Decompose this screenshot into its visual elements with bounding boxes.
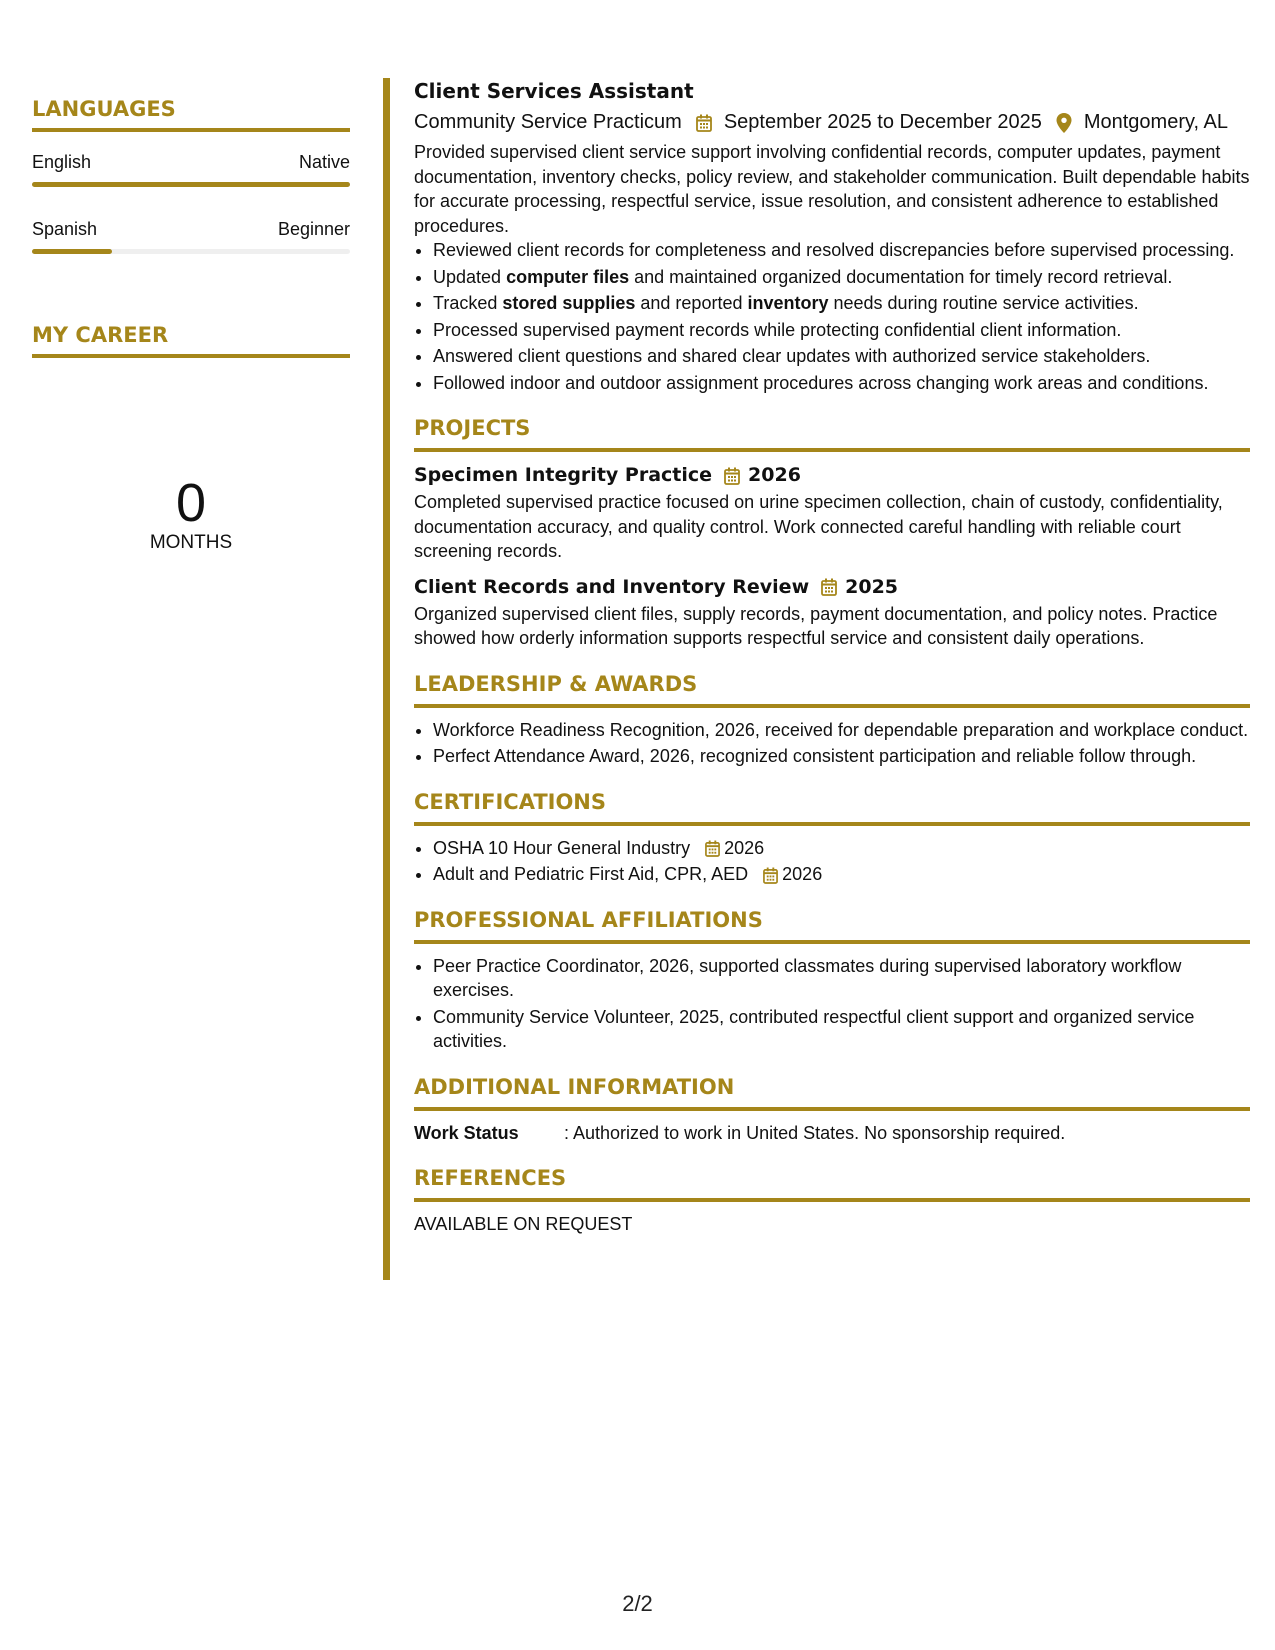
certifications-section <box>414 789 1250 887</box>
references-section <box>414 1165 1250 1236</box>
calendar-icon <box>821 574 837 600</box>
leadership-item: • Workforce Readiness Recognition, 2026, received for dependable preparation and workplace conduct. <box>433 718 1250 743</box>
language-name: Spanish <box>32 219 98 239</box>
references-rule <box>414 1198 1250 1202</box>
certification-name: Adult and Pediatric First Aid, CPR, AED <box>433 864 749 884</box>
project-description: Completed supervised practice focused on urine specimen collection, chain of custody, confidentiality, documentation accuracy, and quality control. Work connected careful handling with reliable court screening records. <box>414 492 1223 561</box>
work-status-label: Work Status <box>414 1122 519 1143</box>
job-meta <box>414 109 1250 135</box>
career-rule <box>32 354 350 358</box>
job-bullet-text: Followed indoor and outdoor assignment procedures across changing work areas and conditions. <box>433 372 1209 393</box>
affiliation-item: • Community Service Volunteer, 2025, contributed respectful client support and organized service activities. <box>433 1005 1250 1054</box>
job-bullet <box>433 291 1250 316</box>
additional-info-section <box>414 1074 1250 1145</box>
job-bullet <box>433 238 1250 263</box>
job-bullet-keyword: computer files <box>506 266 630 287</box>
references-text: AVAILABLE ON REQUEST <box>414 1213 633 1234</box>
job-bullet-text: Answered client questions and shared clear updates with authorized service stakeholders. <box>433 346 1151 366</box>
job-bullet-keyword: stored supplies <box>502 293 636 313</box>
certification-year: 2026 <box>724 837 765 858</box>
calendar-icon <box>763 862 778 887</box>
language-level: Beginner <box>277 219 350 239</box>
left-column <box>32 96 350 554</box>
leadership-rule <box>414 704 1250 708</box>
language-proficiency-bar <box>32 182 350 187</box>
project-name: Specimen Integrity Practice <box>414 464 713 486</box>
leadership-section <box>414 671 1250 769</box>
job-bullet <box>433 318 1250 343</box>
job-organization: Community Service Practicum <box>414 111 682 133</box>
location-pin-icon <box>1056 109 1072 135</box>
affiliations-rule <box>414 940 1250 944</box>
job-bullet-keyword: inventory <box>747 293 829 313</box>
affiliations-list <box>414 954 1250 1054</box>
projects-rule <box>414 448 1250 452</box>
career-counter <box>32 474 350 554</box>
experience-entry <box>414 78 1250 395</box>
job-bullet <box>433 344 1250 369</box>
job-bullets <box>414 238 1250 395</box>
certification-item <box>433 862 1250 887</box>
right-column <box>414 78 1250 1236</box>
job-bullet-text: and maintained organized documentation for timely record retrieval. <box>629 266 1173 287</box>
affiliation-item: • Peer Practice Coordinator, 2026, supported classmates during supervised laboratory workflow exercises. <box>433 954 1250 1003</box>
page-number: 2/2 <box>622 1591 653 1616</box>
job-dates: September 2025 to December 2025 <box>723 111 1042 133</box>
language-proficiency-bar <box>32 249 350 254</box>
project-item <box>414 462 1250 564</box>
leadership-item: • Perfect Attendance Award, 2026, recognized consistent participation and reliable follow through. <box>433 744 1250 769</box>
language-name: English <box>32 152 92 172</box>
career-heading: MY CAREER <box>32 323 169 347</box>
additional-info-rule <box>414 1107 1250 1111</box>
affiliations-heading: PROFESSIONAL AFFILIATIONS <box>414 907 763 932</box>
career-section <box>32 322 350 554</box>
certifications-list <box>414 836 1250 887</box>
work-status-row <box>414 1121 1250 1145</box>
project-name: Client Records and Inventory Review <box>414 575 810 598</box>
language-proficiency-fill <box>32 249 112 254</box>
career-months-value: 0 <box>175 473 207 533</box>
job-summary: Provided supervised client service support involving confidential records, computer updates, payment documentation, inventory checks, policy review, and stakeholder communication. Built dependable habits for accurate processing, respectful service, issue resolution, and consistent adherence to established procedures. <box>414 142 1250 236</box>
job-bullet-text: and reported <box>635 293 748 313</box>
calendar-icon <box>705 836 720 861</box>
leadership-heading: LEADERSHIP & AWARDS <box>414 671 698 696</box>
job-title: Client Services Assistant <box>414 79 694 103</box>
job-bullet-text: Updated <box>433 266 507 287</box>
languages-section <box>32 96 350 254</box>
additional-info-heading: ADDITIONAL INFORMATION <box>414 1074 735 1099</box>
work-status-value: : Authorized to work in United States. No sponsorship required. <box>564 1122 1066 1143</box>
job-bullet-text: needs during routine service activities. <box>828 293 1139 313</box>
projects-section <box>414 415 1250 651</box>
career-months-unit: MONTHS <box>149 532 233 553</box>
project-description: Organized supervised client files, supply records, payment documentation, and policy notes. Practice showed how orderly information supports respectful service and consistent daily operations. <box>414 603 1218 648</box>
certification-name: OSHA 10 Hour General Industry <box>433 837 691 858</box>
languages-heading: LANGUAGES <box>32 97 176 121</box>
language-item-english <box>32 151 350 187</box>
job-bullet <box>433 265 1250 290</box>
project-year: 2025 <box>845 575 899 598</box>
calendar-icon <box>696 109 712 135</box>
job-bullet-text: Processed supervised payment records while protecting confidential client information. <box>433 319 1122 340</box>
projects-heading: PROJECTS <box>414 416 531 440</box>
project-item <box>414 574 1250 651</box>
language-level: Native <box>298 152 350 172</box>
job-bullet <box>433 371 1250 396</box>
column-divider <box>383 78 390 1280</box>
certification-year: 2026 <box>782 864 823 884</box>
job-location: Montgomery, AL <box>1083 111 1228 133</box>
languages-rule <box>32 128 350 132</box>
certifications-heading: CERTIFICATIONS <box>414 789 607 814</box>
language-proficiency-fill <box>32 182 350 187</box>
certifications-rule <box>414 822 1250 826</box>
affiliations-section <box>414 907 1250 1054</box>
calendar-icon <box>724 462 740 488</box>
project-year: 2026 <box>748 464 801 486</box>
job-bullet-text: Tracked <box>433 293 503 313</box>
certification-item <box>433 836 1250 861</box>
leadership-list <box>414 718 1250 769</box>
job-bullet-text: Reviewed client records for completeness and resolved discrepancies before supervised processing. <box>433 240 1235 260</box>
references-heading: REFERENCES <box>414 1165 567 1190</box>
language-item-spanish <box>32 218 350 254</box>
